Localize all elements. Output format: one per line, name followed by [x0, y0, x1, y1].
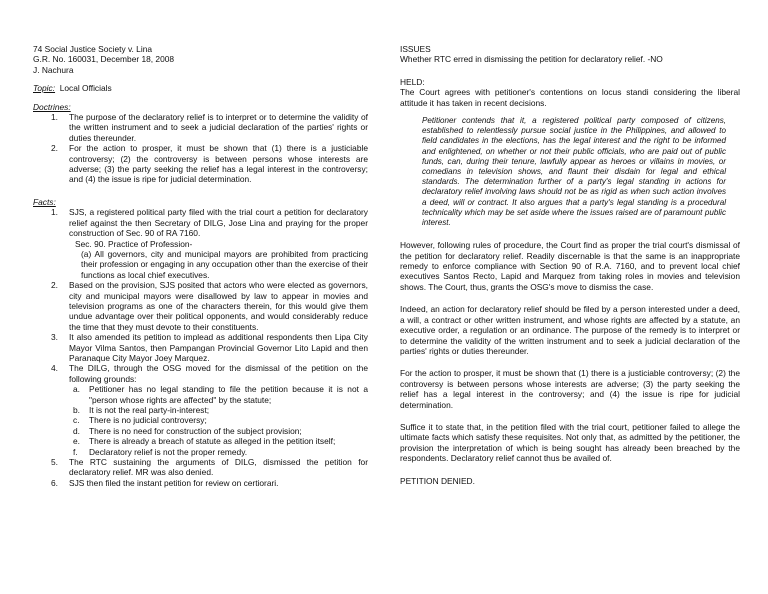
held-paragraph-2: Indeed, an action for declaratory relief should be filed by a person interested under a deed, a will, a contract or other written instrument, and whose rights are affected by a statute, an executive order, a regulation or an ordinance. The purpose of the remedy is to interpret or to determine the validity of the written instrument and to seek a judicial declaration of the parties' rights or duties thereunder. — [400, 304, 740, 356]
topic-value: Local Officials — [59, 83, 112, 94]
list-item: 6. SJS then filed the instant petition for review on certiorari. — [51, 477, 279, 488]
ground-item: e. There is already a breach of statute as alleged in the petition itself; — [73, 436, 336, 447]
list-number: 2. — [51, 143, 58, 154]
list-number: 1. — [51, 112, 58, 123]
left-column — [33, 44, 368, 488]
held-paragraph-4: Suffice it to state that, in the petition filed with the trial court, petitioner failed to allege the ultimate facts which satisfy these requisites. Not only that, as admitted by the petitioner, the provision the interpretation of which is being sought has already been breached by the respondents. Declaratory relief cannot thus be availed of. — [400, 421, 740, 464]
case-title: 74 Social Justice Society v. Lina — [33, 44, 153, 54]
right-column — [400, 44, 740, 486]
ground-item: a. Petitioner has no legal standing to file the petition because it is not a "person whose rights are affected" by the statute; — [73, 384, 368, 405]
held-paragraph-3: For the action to prosper, it must be shown that (1) there is a justiciable controversy; (2) the controversy is between persons whose interests are adverse; (3) the party seeking the relief has a legal interest in the controversy; and (4) the issue is ripe for judicial determination. — [400, 368, 740, 410]
issues-heading: ISSUES — [400, 44, 431, 54]
doctrines-list — [33, 112, 368, 185]
list-item: 1. SJS, a registered political party filed with the trial court a petition for declaratory relief against the then Secretary of DILG, Jose Lina and praying for the proper construction of Sec. 90 of RA 7160. Sec. 90. Practice of Profession- (a) All governors, city and municipal mayors are prohibited from practicing their profession or engaging in any occupation other than the exercise of their functions as local chief executives. — [51, 207, 368, 280]
doctrines-heading: Doctrines: — [33, 101, 71, 112]
ground-item: f. Declaratory relief is not the proper remedy. — [73, 446, 248, 457]
ground-item: d. There is no need for construction of the subject provision; — [73, 425, 302, 436]
list-item: 5. The RTC sustaining the arguments of DILG, dismissed the petition for declaratory relief. MR was also denied. — [51, 457, 368, 478]
gr-number: G.R. No. 160031, December 18, 2008 — [33, 54, 175, 65]
facts-heading: Facts: — [33, 196, 56, 207]
held-intro: The Court agrees with petitioner's contentions on locus standi considering the liberal attitude it has taken in recent decisions. — [400, 87, 740, 108]
list-item: 1. The purpose of the declaratory relief is to interpret or to determine the validity of the written instrument and to seek a judicial declaration of the parties' rights or duties thereunder. — [51, 112, 368, 143]
ground-item: c. There is no judicial controversy; — [73, 415, 207, 426]
grounds-list — [33, 384, 368, 457]
list-item: 2. For the action to prosper, it must be shown that (1) there is a justiciable controversy; (2) the controversy is between persons whose interests are adverse; (3) the party seeking the relief has a legal interest in the controversy; and (4) the issue is ripe for judicial determination. — [51, 143, 368, 185]
held-paragraph-1: However, following rules of procedure, the Court find as proper the trial court's dismissal of the petition for declaratory relief. Readily discernable is that the same is an inappropriate remedy to enforce compliance with Section 90 of R.A. 7160, and to prevent local chief executives Santos Recto, Lapid and Marquez from taking roles in movies and television shows. The Court, thus, grants the OSG's move to dismiss the case. — [400, 240, 740, 292]
topic-line — [33, 83, 368, 93]
section-90-title: Sec. 90. Practice of Profession- — [75, 238, 193, 249]
disposition: PETITION DENIED. — [400, 475, 475, 486]
section-90-text: (a) All governors, city and municipal mayors are prohibited from practicing their profession or engaging in any occupation other than the exercise of their functions as local chief executives. — [81, 248, 368, 280]
list-item: 4. The DILG, through the OSG moved for the dismissal of the petition on the following grounds: a. Petitioner has no legal standing to file the petition because it is not a "person whose rights are affected" by the statute; b. It is not the real party-in-interest; c. There is no judicial controversy; d. There is no need for construction of the subject provision; e. There is already a breach of statute as alleged in the petition itself; f. Declaratory relief is not the proper remedy. — [33, 363, 368, 457]
petitioner-contention-quote: Petitioner contends that it, a registered political party composed of citizens, established to relentlessly pursue social justice in the Philippines, and allowed to field candidates in the elections, has the legal interest and the right to be informed and enlightened, on whether or not their public officials, who are paid out of public funds, can, during their tenure, lawfully appear as heroes or villains in movies, or comedians in television shows, and flaunt their disdain for legal and ethical standards. The determination further of a party's legal standing in actions for declaratory relief involving laws should not be as rigid as when such action involves a deed, will or contract. It also argues that a party's legal standing is a procedural technicality which may be set aside where the issues raised are of paramount public interest. — [422, 116, 726, 228]
issues-text: Whether RTC erred in dismissing the petition for declaratory relief. -NO — [400, 54, 663, 65]
facts-list — [33, 207, 368, 488]
topic-label: Topic: — [33, 83, 56, 94]
ponente: J. Nachura — [33, 64, 74, 75]
ground-item: b. It is not the real party-in-interest; — [73, 405, 210, 415]
list-item: 2. Based on the provision, SJS posited that actors who were elected as governors, city and municipal mayors were disallowed by law to appear in movies and television programs as one of the characters therein, for this would give them undue advantage over their political opponents, and would considerably reduce the time that they must devote to their constituents. — [51, 280, 368, 332]
held-heading: HELD: — [400, 76, 425, 87]
list-item: 3. It also amended its petition to implead as additional respondents then Lipa City Mayor Vilma Santos, then Pampangan Provincial Governor Lito Lapid and then Paranaque City Mayor Joey Marquez. — [51, 332, 368, 363]
